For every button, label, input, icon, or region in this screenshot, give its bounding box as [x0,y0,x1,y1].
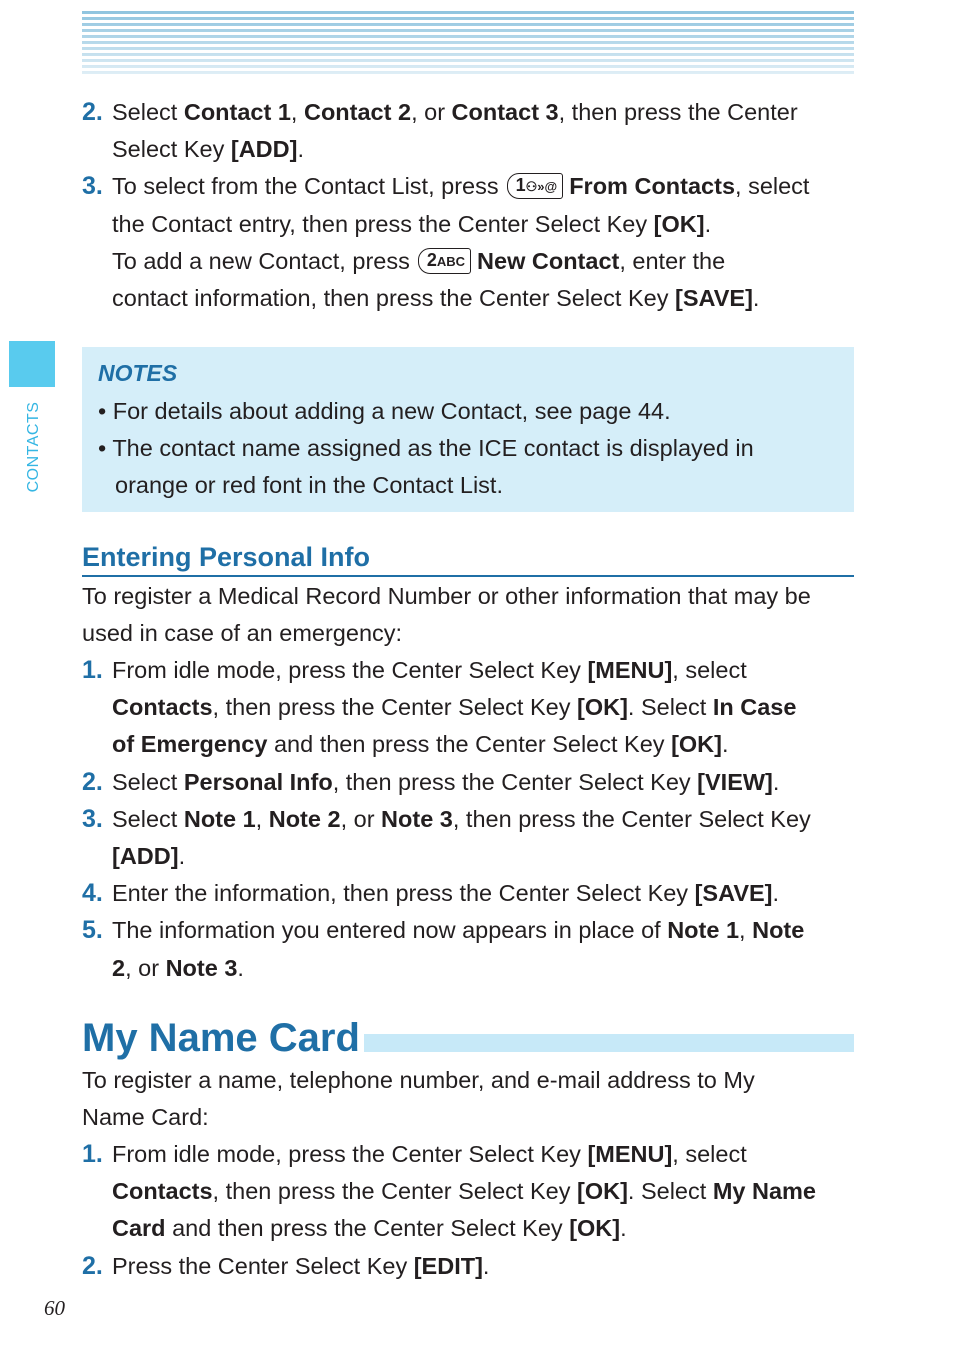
text-run: [OK] [671,731,722,758]
text-run: My Name [712,1178,816,1205]
text-run: , [739,917,753,944]
text-run: Card [112,1215,166,1242]
text-run: [MENU] [587,657,673,683]
text-run: , then press the Center Select Key [332,768,698,795]
step-text-line [112,168,809,205]
step-text-line [112,1136,747,1173]
step-text-line [112,1248,489,1285]
intro-line: used in case of an emergency: [82,620,403,647]
text-run: , or [411,99,452,125]
step-text-line [112,875,779,912]
text-run: . [482,1252,490,1279]
text-run: New Contact [477,247,620,274]
key1-digit: 1 [515,175,526,196]
text-run: the Contact entry, then press the Center Select Key [112,210,654,237]
note-item-line: • The contact name assigned as the ICE contact is displayed in [98,435,754,462]
text-run: Contacts [112,694,213,721]
intro-line: To register a name, telephone number, and e-mail address to My [82,1067,755,1093]
text-run: [OK] [569,1215,621,1242]
step-text-line [112,764,779,801]
text-run: . [721,731,729,758]
text-run: Press the Center Select Key [112,1252,414,1279]
text-run: . [237,954,244,981]
step-text-line [112,652,747,689]
text-run: Contact 2 [303,99,412,125]
text-run: [ADD] [112,843,179,869]
text-run: [ADD] [230,136,298,163]
text-run: Select [112,805,184,832]
text-run: Enter the information, then press the Center Select Key [112,880,695,907]
text-run: Contacts [112,1178,213,1205]
text-run: In Case [712,694,797,721]
text-run: [VIEW] [697,768,773,795]
text-run: From idle mode, press the Center Select Key [112,1141,588,1167]
text-run: Contact 1 [183,99,291,125]
step-text-line [112,243,725,280]
step-number: 3. [82,804,103,833]
text-run: , then press the Center [558,99,798,125]
step-number: 3. [82,172,103,201]
step-text-line [112,726,729,763]
text-run: Note [752,917,805,944]
step-text-line [112,801,811,838]
intro-line: Name Card: [82,1104,209,1131]
text-run: , or [340,805,382,832]
key1-letters: ⚇»@ [525,179,558,195]
text-run: From Contacts [569,173,736,200]
step-text-line [112,950,244,987]
step-text-line [112,689,796,726]
text-run: , then press the Center Select Key [452,805,811,832]
text-run: [OK] [653,210,705,237]
step-number: 2. [82,98,103,126]
text-run: [OK] [577,694,628,721]
step-text-line [112,280,759,317]
text-run: [MENU] [587,1141,673,1167]
text-run: 2 [112,954,126,981]
note-item-line: orange or red font in the Contact List. [115,472,503,499]
text-run: , [290,99,304,125]
text-run: . [772,768,780,795]
text-run: , then press the Center Select Key [212,694,577,721]
key2-icon [418,248,471,274]
text-run: Select [112,99,184,125]
text-run: Note 2 [268,805,341,832]
step-number: 5. [82,916,103,945]
text-run: . [752,285,760,311]
step-number: 2. [82,767,103,796]
text-run: , select [672,1141,747,1167]
text-run: The information you entered now appears in place of [112,917,668,944]
step-number: 2. [82,1251,103,1280]
text-run: Select [112,768,184,795]
text-run: , or [125,954,166,981]
text-run: of Emergency [112,731,268,758]
key2-letters: ABC [436,253,466,269]
step-text-line [112,1210,627,1247]
text-run: , enter the [619,247,726,274]
step-text-line [112,94,798,131]
section-heading-personal-info: Entering Personal Info [82,542,371,572]
text-run: Contact 3 [451,99,559,125]
text-run: Note 1 [183,805,256,832]
page-number: 60 [44,1296,65,1320]
notes-title: NOTES [98,360,178,386]
step-text-line [112,838,185,875]
text-run: contact information, then press the Center Select Key [112,285,675,311]
step-text-line [112,206,711,243]
step-number: 1. [82,656,103,684]
text-run: Note 3 [381,805,453,832]
header-band [82,11,854,77]
text-run: and then press the Center Select Key [165,1215,570,1242]
intro-line: To register a Medical Record Number or other information that may be [82,583,811,609]
text-run: , then press the Center Select Key [212,1178,577,1205]
text-run: Note 3 [165,954,238,981]
text-run: To add a new Contact, press [112,247,410,274]
text-run: [EDIT] [413,1252,483,1279]
key1-icon [507,173,564,199]
text-run: . Select [627,1178,713,1205]
text-run: , [255,805,269,832]
text-run: [OK] [577,1178,628,1205]
text-run: . [620,1215,627,1242]
text-run: . [178,843,186,869]
text-run: Personal Info [183,768,333,795]
text-run: , select [735,173,810,200]
text-run: . Select [627,694,713,721]
text-run: , select [672,657,747,683]
text-run: From idle mode, press the Center Select Key [112,657,588,683]
step-number: 4. [82,879,103,908]
section-tab-marker [9,341,55,387]
text-run: and then press the Center Select Key [267,731,672,758]
text-run: [SAVE] [675,285,753,311]
text-run: . [772,880,780,907]
section-heading-my-name-card: My Name Card [82,1013,364,1063]
step-text-line [112,1173,816,1210]
text-run: [SAVE] [694,880,773,907]
section-side-label-text: CONTACTS [25,401,42,493]
text-run: . [297,136,304,163]
note-item-line: • For details about adding a new Contact, see page 44. [98,398,671,424]
section-heading-rule [82,575,854,577]
step-text-line [112,131,304,168]
step-number: 1. [82,1140,103,1168]
text-run: . [704,210,712,237]
key2-digit: 2 [426,249,437,270]
text-run: To select from the Contact List, press [112,173,499,200]
text-run: Note 1 [667,917,740,944]
step-text-line [112,912,804,949]
text-run: Select Key [112,136,231,163]
